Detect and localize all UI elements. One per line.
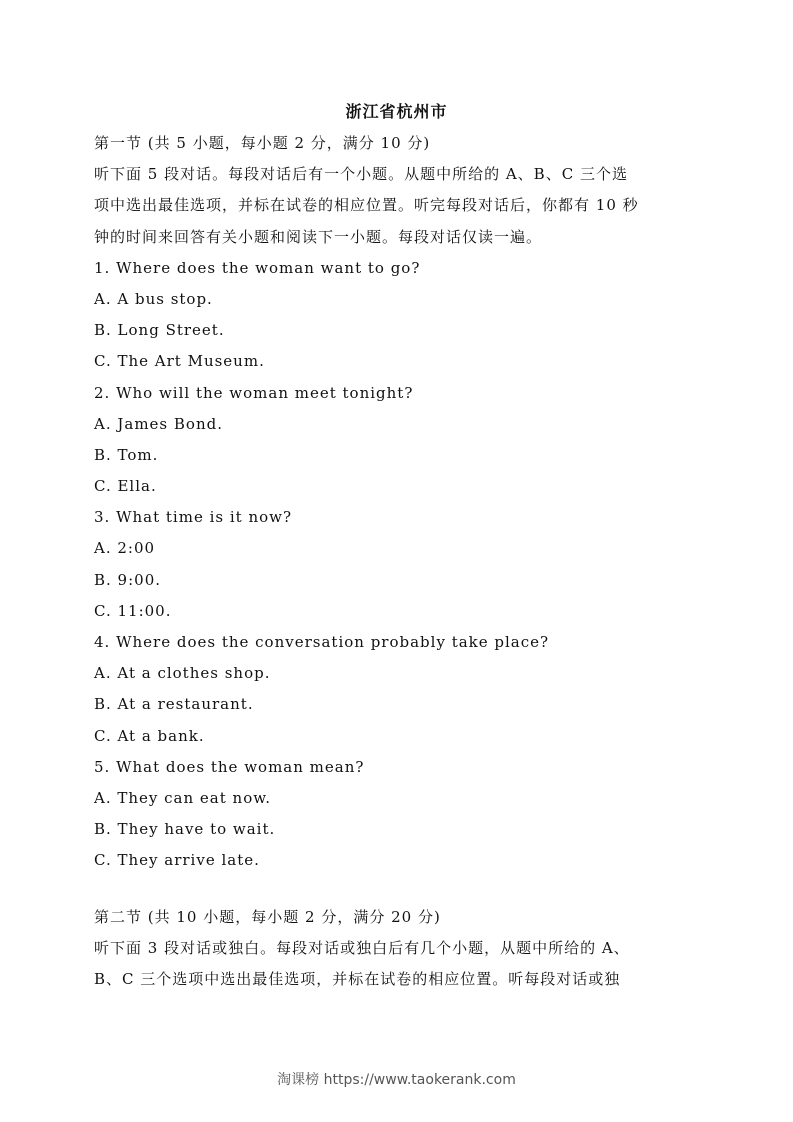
question-text: 3. What time is it now? [94, 508, 293, 527]
option-c: C. They arrive late. [94, 851, 260, 870]
instruction-line: 钟的时间来回答有关小题和阅读下一小题。每段对话仅读一遍。 [94, 227, 543, 246]
option-c: C. 11:00. [94, 601, 172, 620]
option-a: A. At a clothes shop. [94, 664, 271, 683]
option-c: C. The Art Museum. [94, 352, 265, 371]
question-text: 2. Who will the woman meet tonight? [94, 383, 414, 402]
question-text: 4. Where does the conversation probably take place? [94, 633, 550, 651]
option-b: B. At a restaurant. [94, 695, 254, 714]
section2-heading: 第二节 (共 10 小题，每小题 2 分，满分 20 分) [94, 907, 441, 926]
section2 [94, 902, 704, 996]
option-a: A. A bus stop. [94, 289, 213, 308]
instruction-line: 听下面 5 段对话。每段对话后有一个小题。从题中所给的 A、B、C 三个选 [94, 165, 628, 184]
question-1 [94, 253, 704, 378]
option-a: A. 2:00 [94, 539, 156, 558]
option-b: B. Long Street. [94, 321, 225, 340]
instruction-line: 听下面 3 段对话或独白。每段对话或独白后有几个小题，从题中所给的 A、 [94, 938, 630, 957]
question-4 [94, 627, 704, 752]
option-b: B. Tom. [94, 445, 159, 464]
instruction-line: 项中选出最佳选项，并标在试卷的相应位置。听完每段对话后，你都有 10 秒 [94, 196, 639, 215]
question-5 [94, 752, 704, 877]
section1-instructions [94, 159, 704, 253]
question-2 [94, 378, 704, 503]
page-title: 浙江省杭州市 [345, 102, 448, 121]
option-b: B. They have to wait. [94, 820, 276, 839]
option-c: C. Ella. [94, 477, 157, 496]
footer-watermark: 淘课榜 https://www.taokerank.com [277, 1072, 516, 1088]
option-c: C. At a bank. [94, 726, 205, 745]
section1-heading: 第一节 (共 5 小题，每小题 2 分，满分 10 分) [94, 134, 431, 152]
option-b: B. 9:00. [94, 570, 162, 589]
option-a: A. James Bond. [94, 414, 223, 433]
instruction-line: B、C 三个选项中选出最佳选项，并标在试卷的相应位置。听每段对话或独 [94, 969, 621, 988]
question-3 [94, 502, 704, 627]
option-a: A. They can eat now. [94, 788, 272, 807]
document-body [94, 128, 704, 995]
question-text: 1. Where does the woman want to go? [94, 258, 421, 277]
question-text: 5. What does the woman mean? [94, 757, 365, 776]
